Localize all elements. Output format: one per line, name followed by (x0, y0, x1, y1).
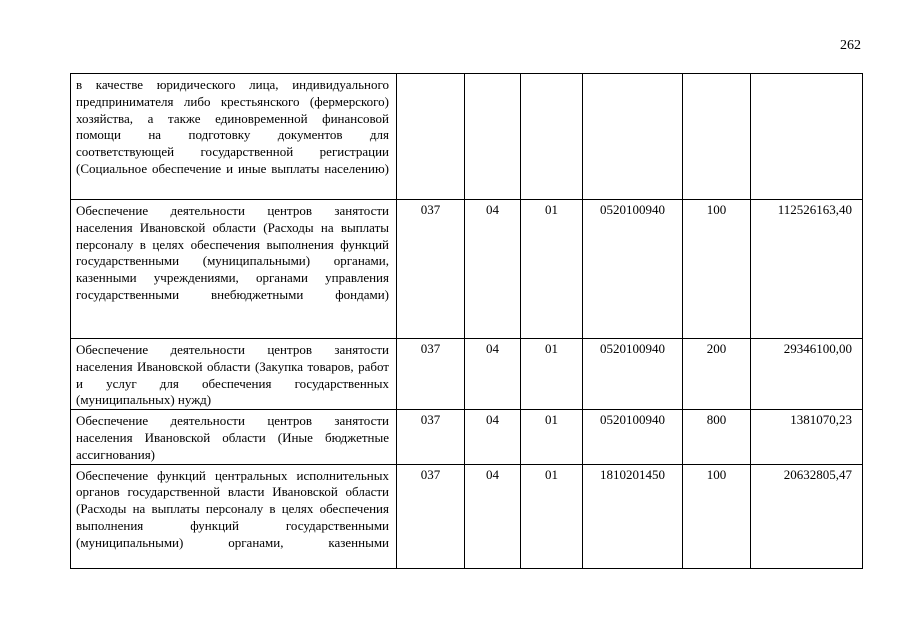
amount-cell: 1381070,23 (751, 410, 863, 464)
section-code-cell: 04 (465, 464, 521, 568)
section-code-cell (465, 74, 521, 200)
section-code-cell: 04 (465, 200, 521, 339)
table-row (71, 464, 863, 568)
table-row (71, 410, 863, 464)
page-number: 262 (840, 38, 861, 53)
amount-cell: 29346100,00 (751, 339, 863, 410)
table-row (71, 339, 863, 410)
admin-code-cell (397, 74, 465, 200)
amount-cell (751, 74, 863, 200)
target-article-cell: 0520100940 (583, 410, 683, 464)
subsection-code-cell: 01 (521, 464, 583, 568)
amount-cell: 20632805,47 (751, 464, 863, 568)
admin-code-cell: 037 (397, 200, 465, 339)
section-code-cell: 04 (465, 339, 521, 410)
table-row (71, 74, 863, 200)
expense-type-cell (683, 74, 751, 200)
expense-type-cell: 100 (683, 464, 751, 568)
target-article-cell (583, 74, 683, 200)
admin-code-cell: 037 (397, 464, 465, 568)
section-code-cell: 04 (465, 410, 521, 464)
row-description: Обеспечение деятельности центров занятости населения Ивановской области (Иные бюджетные ассигнования) (71, 410, 397, 464)
expense-type-cell: 800 (683, 410, 751, 464)
subsection-code-cell: 01 (521, 410, 583, 464)
table-row (71, 200, 863, 339)
expense-type-cell: 200 (683, 339, 751, 410)
target-article-cell: 1810201450 (583, 464, 683, 568)
row-description: в качестве юридического лица, индивидуального предпринимателя либо крестьянского (фермерского) хозяйства, а также единовременной финансовой помощи на подготовку документов для соответствующей государственной регистрации (Социальное обеспечение и иные выплаты населению) (71, 74, 397, 200)
subsection-code-cell: 01 (521, 339, 583, 410)
target-article-cell: 0520100940 (583, 200, 683, 339)
admin-code-cell: 037 (397, 410, 465, 464)
target-article-cell: 0520100940 (583, 339, 683, 410)
budget-table (70, 73, 863, 569)
row-description: Обеспечение деятельности центров занятости населения Ивановской области (Закупка товаров, работ и услуг для обеспечения государственных (муниципальных) нужд) (71, 339, 397, 410)
subsection-code-cell (521, 74, 583, 200)
expense-type-cell: 100 (683, 200, 751, 339)
admin-code-cell: 037 (397, 339, 465, 410)
amount-cell: 112526163,40 (751, 200, 863, 339)
subsection-code-cell: 01 (521, 200, 583, 339)
row-description: Обеспечение функций центральных исполнительных органов государственной власти Ивановской области (Расходы на выплаты персоналу в целях обеспечения выполнения функций государственными (муниципальными) органами, казенными (71, 464, 397, 568)
row-description: Обеспечение деятельности центров занятости населения Ивановской области (Расходы на выплаты персоналу в целях обеспечения выполнения функций государственными (муниципальными) органами, казенными учреждениями, органами управления государственными внебюджетными фондами) (71, 200, 397, 339)
